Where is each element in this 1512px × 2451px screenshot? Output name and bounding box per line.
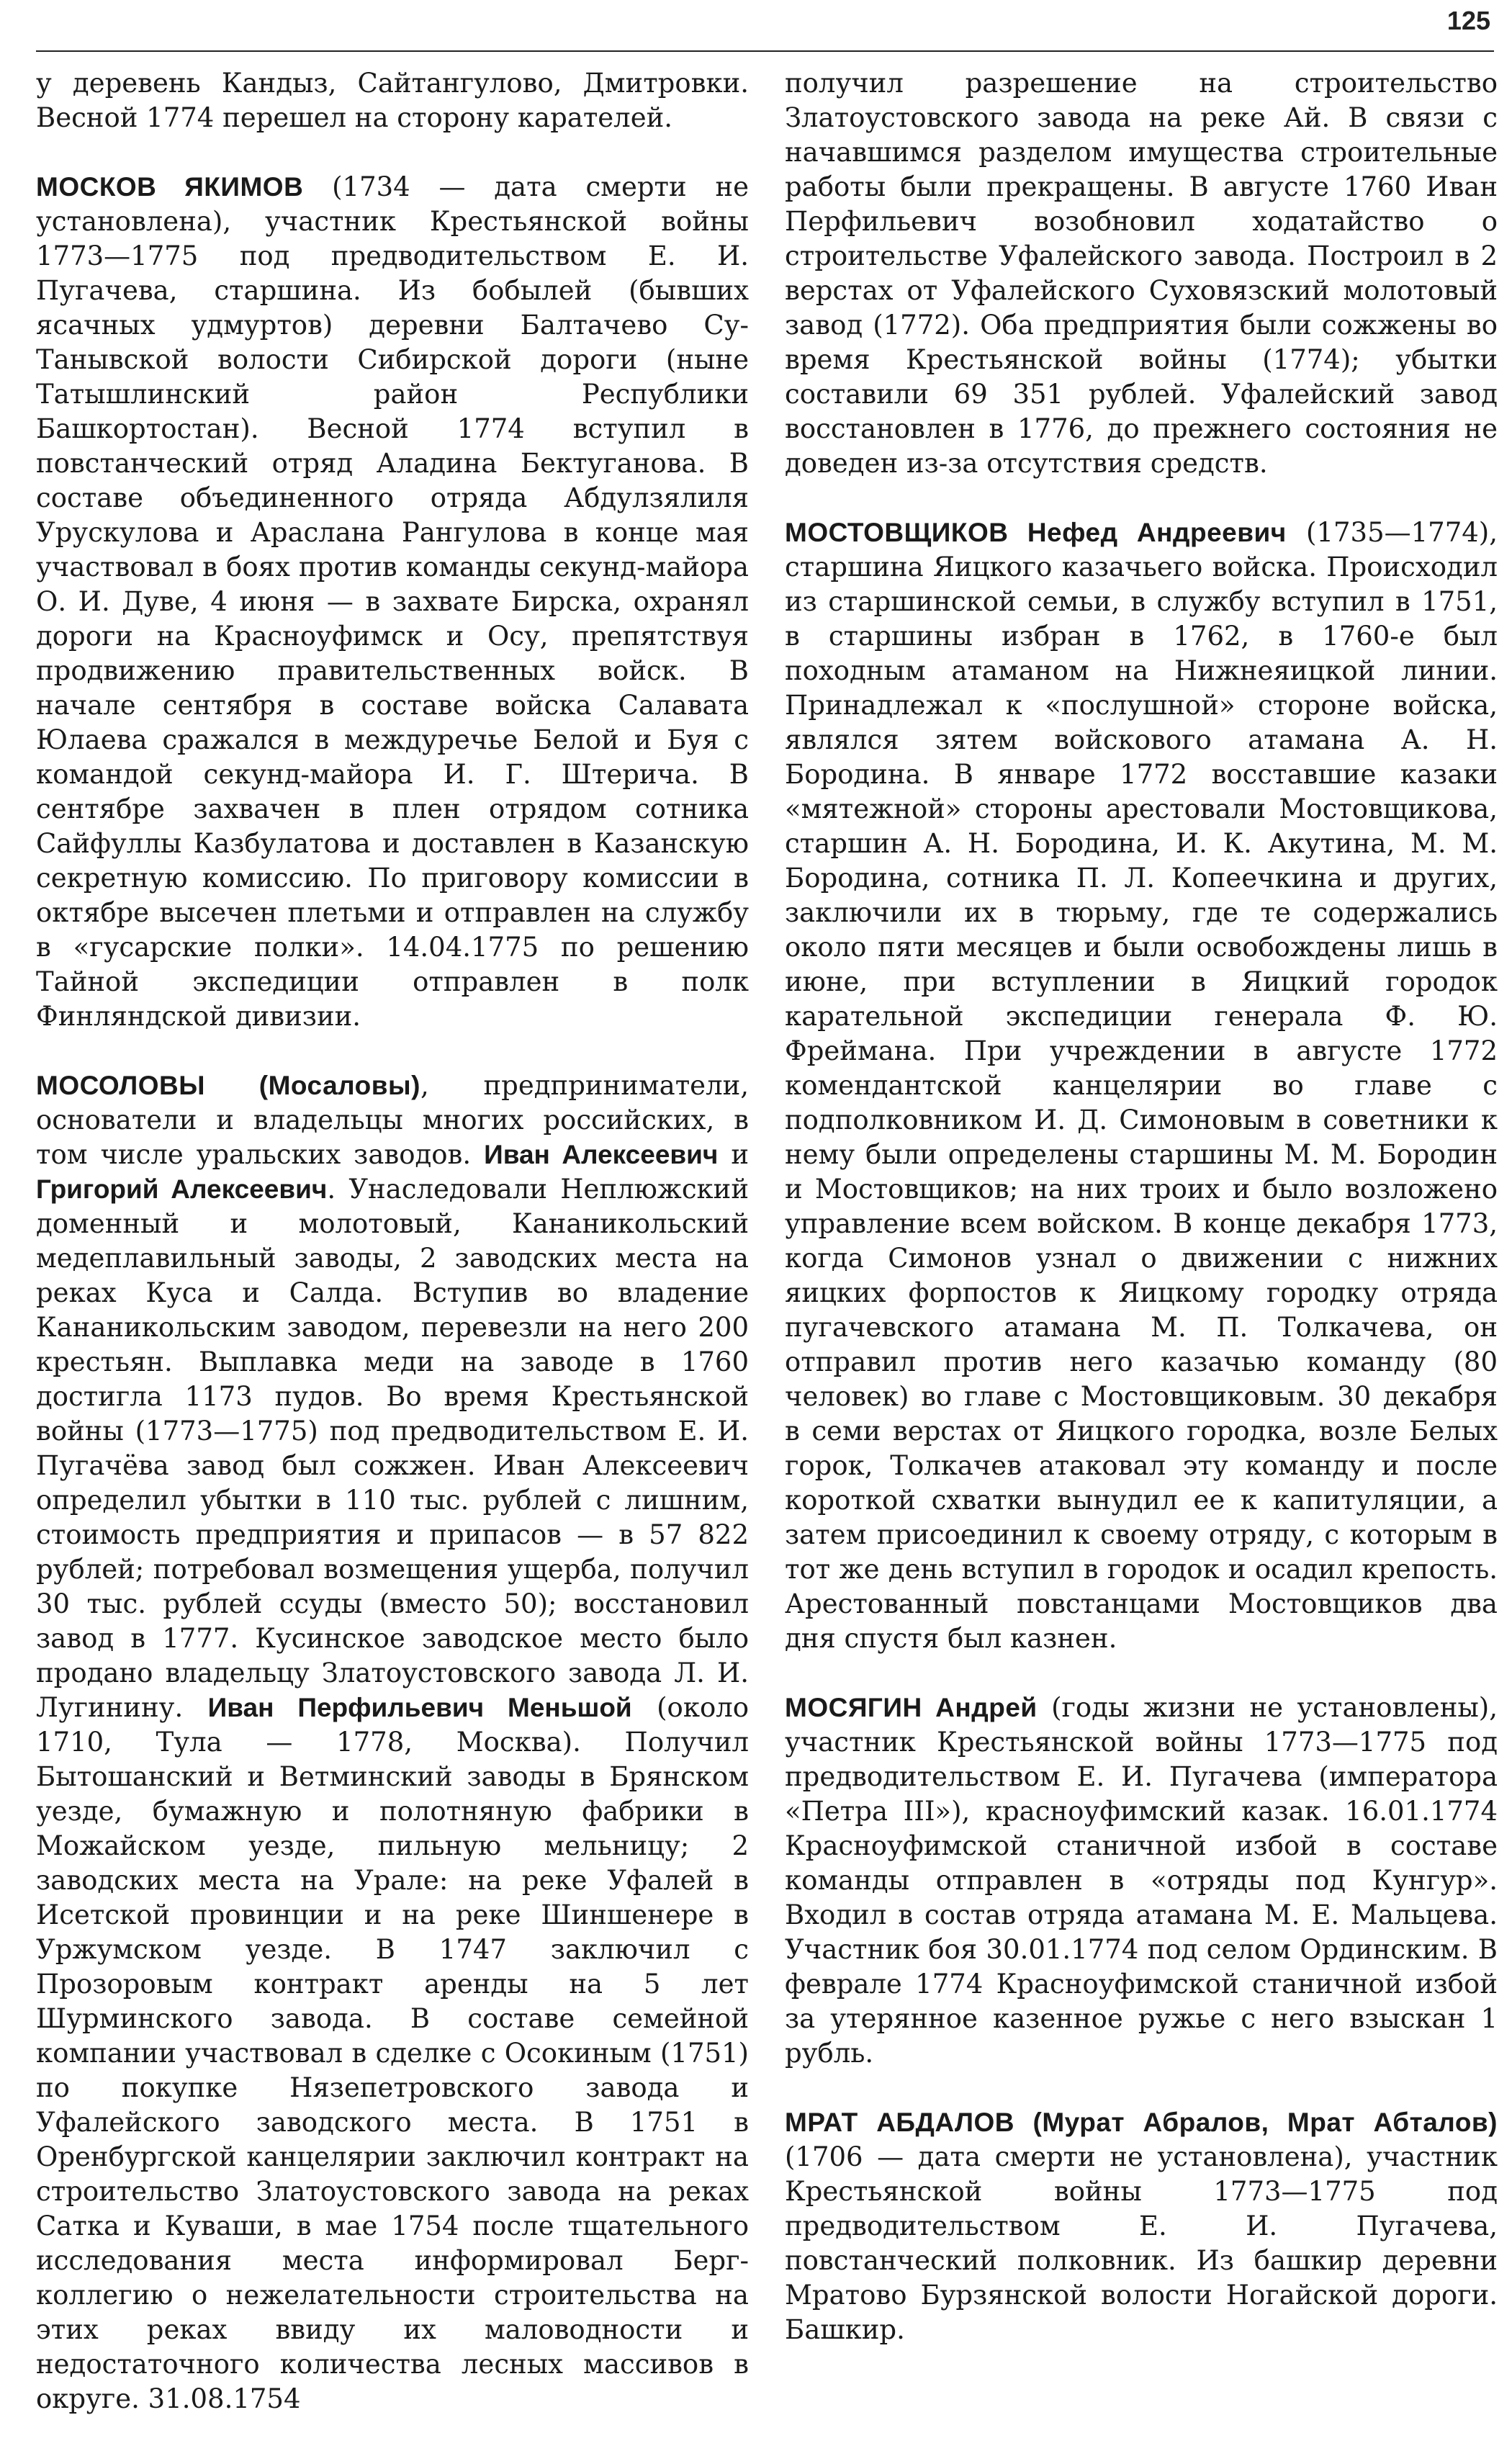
entry-headword: МОСЯГИН Андрей [785,1693,1038,1722]
entry-text: (1734 — дата смерти не установлена), участник Крестьянской войны 1773—1775 под предводительством Е. И. Пугачева, старшина. Из бобылей (бывших ясачных удмуртов) деревни Балтачево Су-Танывской волости Сибирской дороги (ныне Татышлинский район Республики Башкортостан). Весной 1774 вступил в повстанческий отряд Аладина Бектуганова. В составе объединенного отряда Абдулзялиля Урускулова и Арaслана Рангулова в конце мая участвовал в боях против команды секунд-майора О. И. Дуве, 4 июня — в захвате Бирска, охранял дороги на Красноуфимск и Осу, препятствуя продвижению правительственных войск. В начале сентября в составе войска Салавата Юлаева сражался в междуречье Белой и Буя с командой секунд-майора И. Г. Штерича. В сентябре захвачен в плен отрядом сотника Сайфуллы Казбулатова и доставлен в Казанскую секретную комиссию. По приговору комиссии в октябре высечен плетьми и отправлен на службу в «гусарские полки». 14.04.1775 по решению Тайной экспедиции отправлен в полк Финляндской дивизии. [36,171,749,1032]
entry-headword: МОСТОВЩИКОВ Нефед Андреевич [785,518,1287,547]
continued-entry [36,66,749,135]
entry-text: (около 1710, Тула — 1778, Москва). Получил Бытошанский и Ветминский заводы в Брянском уезде, бумажную и полотняную фабрики в Можайском уезде, пильную мельницу; 2 заводских места на Урале: на реке Уфалей в Исетской провинции и на реке Шиншенере в Уржумском уезде. В 1747 заключил с Прозоровым контракт аренды на 5 лет Шурминского завода. В составе семейной компании участвовал в сделке с Осокиным (1751) по покупке Нязепетровского завода и Уфалейского заводского места. В 1751 в Оренбургской канцелярии заключил контракт на строительство Златоустовского завода на реках Сатка и Куваши, в мае 1754 после тщательного исследования места информировал Берг-коллегию о нежелательности строительства на этих реках ввиду их маловодности и недостаточного количества лесных массивов в округе. 31.08.1754 [36,1692,750,2414]
entry-text: (годы жизни не установлены), участник Крестьянской войны 1773—1775 под предводительством Е. И. Пугачева (императора «Петра III»), красноуфимский казак. 16.01.1774 Красноуфимской станичной избой в составе команды отправлен в «отряды под Кунгур». Входил в состав отряда атамана М. Е. Мальцева. Участник боя 30.01.1774 под селом Ординским. В феврале 1774 Красноуфимской станичной избой за утерянное казенное ружье с него взыскан 1 рубль. [785,1692,1498,2069]
entry-mosyagin [785,1691,1498,2071]
entry-text: (1735—1774), старшина Яицкого казачьего войска. Происходил из старшинской семьи, в службу вступил в 1751, в старшины избран в 1762, в 1760-е был походным атаманом на Нижнеяицкой линии. Принадлежал к «послушной» стороне войска, являлся зятем войскового атамана А. Н. Бородина. В январе 1772 восставшие казаки «мятежной» стороны арестовали Мостовщикова, старшин А. Н. Бородина, И. К. Акутина, М. М. Бородина, сотника П. Л. Копеечкина и других, заключили их в тюрьму, где те содержались около пяти месяцев и были освобождены лишь в июне, при вступлении в Яицкий городок карательной экспедиции генерала Ф. Ю. Фреймана. При учреждении в августе 1772 комендантской канцелярии во главе с подполковником И. Д. Симоновым в советники к нему были определены старшины М. М. Бородин и Мостовщиков; на них троих и было возложено управление всем войском. В конце декабря 1773, когда Симонов узнал о движении с нижних яицких форпостов к Яицкому городку отряда пугачевского атамана М. П. Толкачева, он отправил против него казачью команду (80 человек) во главе с Мостовщиковым. 30 декабря в семи верстах от Яицкого городка, возле Белых горок, Толкачев атаковал эту команду и после короткой схватки вынудил ее к капитуляции, а затем присоединил к своему отряду, с которым в тот же день вступил в городок и осадил крепость. Арестованный повстанцами Мостовщиков два дня спустя был казнен. [785,517,1498,1654]
entry-text: , предприниматели, основатели и владельцы многих российских, в том числе уральских заводов. [36,1070,749,1170]
entry-paragraph [36,170,749,1034]
entry-paragraph [785,2105,1498,2347]
right-column [785,66,1498,2382]
entry-text: (1706 — дата смерти не установлена), участник Крестьянской войны 1773—1775 под предводительством Е. И. Пугачева, повстанческий полковник. Из башкир деревни Мратово Бурзянской волости Ногайской дороги. Башкир. [785,2141,1498,2345]
entry-headword: МОСКОВ ЯКИМОВ [36,172,304,202]
entry-text: и [718,1139,749,1170]
entry-mrat-abdalov [785,2105,1498,2347]
left-column [36,66,749,2451]
entry-paragraph [36,1069,749,2416]
person-name: Иван Перфильевич Меньшой [207,1693,632,1722]
entry-paragraph [785,516,1498,1656]
page-number: 125 [1446,6,1490,35]
entry-text: . Унаследовали Неплюжский доменный и молотовый, Кананикольский медеплавильный заводы, 2 заводских места на реках Куса и Салда. Вступив во владение Кананикольским заводом, перевезли на него 200 крестьян. Выплавка меди на заводе в 1760 достигла 1173 пудов. Во время Крестьянской войны (1773—1775) под предводительством Е. И. Пугачёва завод был сожжен. Иван Алексеевич определил убытки в 110 тыс. рублей с лишним, стоимость предприятия и припасов — в 57 822 рублей; потребовал возмещения ущерба, получил 30 тыс. рублей ссуды (вместо 50); восстановил завод в 1777. Кусинское заводское место было продано владельцу Златоустовского завода Л. И. Лугинину. [36,1174,749,1723]
entry-text: у деревень Кандыз, Сайтангулово, Дмитровки. Весной 1774 перешел на сторону карателей. [36,68,749,133]
entry-text: получил разрешение на строительство Златоустовского завода на реке Ай. В связи с начавшимся разделом имущества строительные работы были прекращены. В августе 1760 Иван Перфильевич возобновил ходатайство о строительстве Уфалейского завода. Построил в 2 верстах от Уфалейского Суховязский молотовый завод (1772). Оба предприятия были сожжены во время Крестьянской войны (1774); убытки составили 69 351 рублей. Уфалейский завод восстановлен в 1776, до прежнего состояния не доведен из-за отсутствия средств. [785,68,1498,479]
header-rule [36,50,1494,52]
entry-mostovshchikov [785,516,1498,1656]
entry-headword: МРАТ АБДАЛОВ (Мурат Абралов, Мрат Абталов) [785,2108,1498,2137]
person-name: Иван Алексеевич [484,1140,719,1169]
entry-paragraph [785,1691,1498,2071]
continued-entry [785,66,1498,481]
entry-headword: МОСОЛОВЫ (Мосаловы) [36,1071,420,1100]
person-name: Григорий Алексеевич [36,1174,328,1204]
entry-moskov-yakimov [36,170,749,1034]
entry-mosolovy [36,1069,749,2416]
